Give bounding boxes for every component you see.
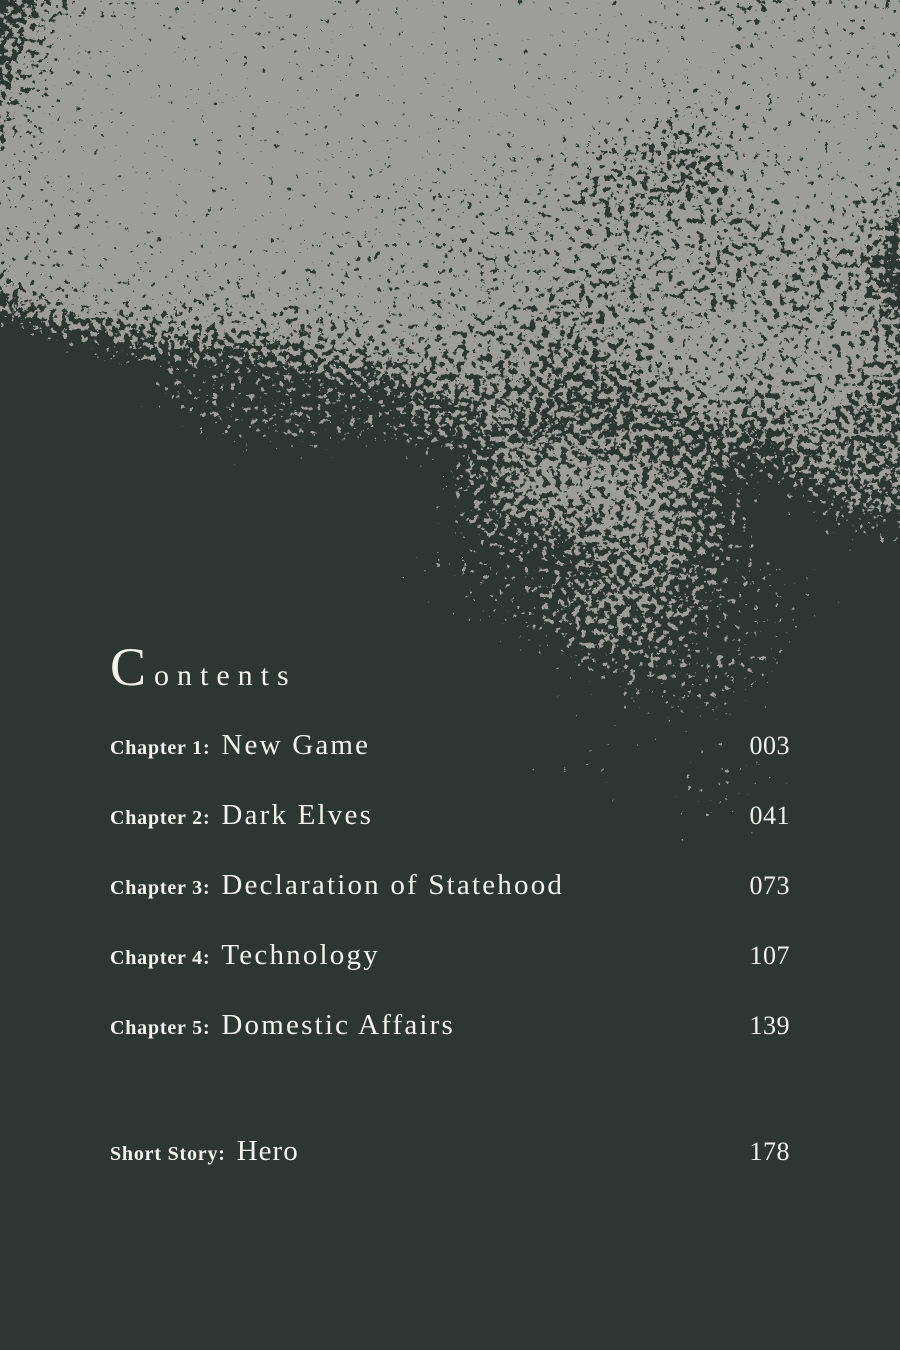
toc-row-chapter-5 <box>110 1011 790 1040</box>
chapter-label: Chapter 3: <box>110 877 211 899</box>
toc-row-chapter-3 <box>110 871 790 900</box>
page-number: 139 <box>749 1011 790 1040</box>
chapter-title: Technology <box>221 939 380 971</box>
toc-row-chapter-4 <box>110 941 790 970</box>
short-story-label: Short Story: <box>110 1143 226 1165</box>
chapter-title: Dark Elves <box>221 799 374 831</box>
chapter-label: Chapter 2: <box>110 807 211 829</box>
title-initial: C <box>110 637 155 697</box>
title-rest: ontents <box>154 659 297 692</box>
chapter-label: Chapter 5: <box>110 1017 211 1039</box>
toc-row-chapter-1 <box>110 731 790 760</box>
page-number: 073 <box>749 871 790 900</box>
page-number: 041 <box>749 801 790 830</box>
page-number: 107 <box>749 941 790 970</box>
toc-row-short-story <box>110 1137 790 1166</box>
short-story-title: Hero <box>236 1135 299 1167</box>
toc-row-chapter-2 <box>110 801 790 830</box>
page-number: 178 <box>749 1137 790 1166</box>
chapter-title: Domestic Affairs <box>221 1009 456 1041</box>
page-title <box>110 637 297 697</box>
chapter-title: New Game <box>221 729 371 761</box>
chapter-title: Declaration of Statehood <box>221 869 565 901</box>
page-number: 003 <box>749 731 790 760</box>
chapter-label: Chapter 4: <box>110 947 211 969</box>
chapter-label: Chapter 1: <box>110 737 211 759</box>
